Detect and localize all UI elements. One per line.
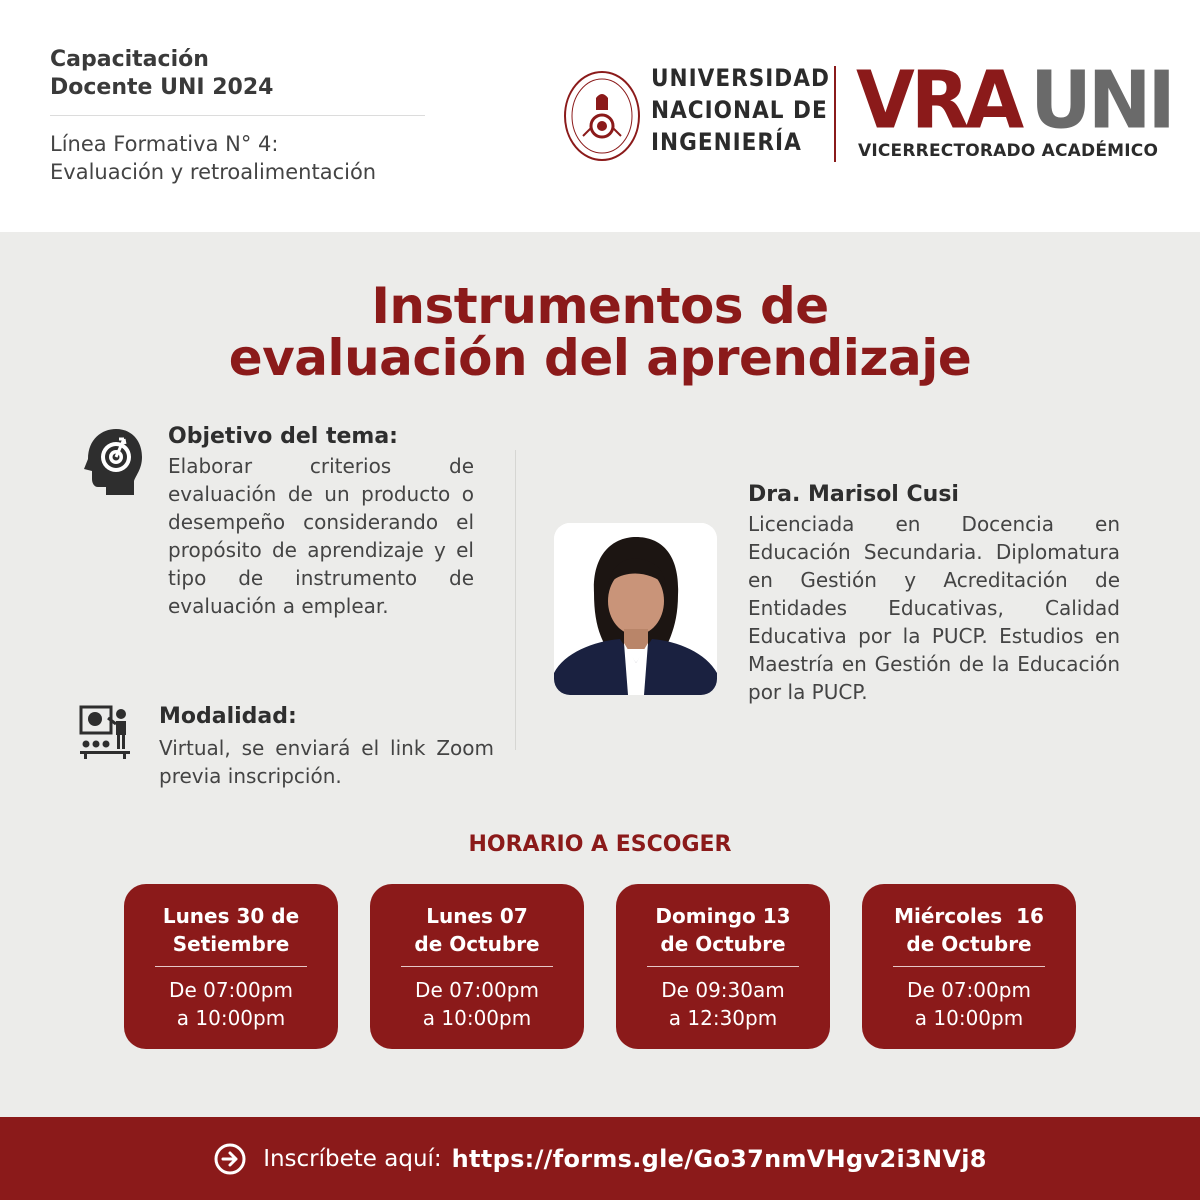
schedule-time [370,976,584,1032]
schedule-date-line1: Lunes 30 de [162,904,300,928]
schedule-time [616,976,830,1032]
program-title-line1: Capacitación [50,47,209,72]
schedule-date-line1: Domingo 13 [655,904,791,928]
line-formativa-line1: Línea Formativa N° 4: [50,132,279,156]
target-head-icon [78,425,144,497]
page-title [0,277,1200,387]
line-formativa-line2: Evaluación y retroalimentación [50,160,377,184]
uni-logo-text: UNI [1030,52,1172,147]
objective-body: Elaborar criterios de evaluación de un producto o desempeño considerando el propósito de aprendizaje y el tipo de instrumento de evaluación a emplear. [168,454,474,618]
vra-subtitle: VICERRECTORADO ACADÉMICO [858,141,1159,161]
schedule-time-line2: a 12:30pm [668,1006,778,1030]
page-title-line1: Instrumentos de [371,277,829,335]
card-divider [893,966,1045,967]
arrow-right-circle-icon [213,1142,247,1176]
card-divider [401,966,553,967]
register-label: Inscríbete aquí: [263,1145,442,1172]
speaker-photo [554,523,717,695]
university-seal-logo [563,70,641,162]
university-name-line3: INGENIERÍA [651,128,802,156]
speaker-name: Dra. Marisol Cusi [748,482,959,507]
university-name-line1: UNIVERSIDAD [651,64,830,92]
footer [0,1117,1200,1200]
schedule-date [370,902,584,958]
university-name [651,62,830,158]
header-divider [50,115,425,116]
schedule-option-3[interactable] [616,884,830,1049]
schedule-time-line1: De 07:00pm [415,978,539,1002]
register-link-bar[interactable] [0,1117,1200,1200]
speaker-bio: Licenciada en Docencia en Educación Secundaria. Diplomatura en Gestión y Acreditación de Entidades Educativas, Calidad Educativa por la PUCP. Estudios en Maestría en Gestión de la Educación por la PUCP. [748,512,1120,704]
column-divider [515,450,516,750]
header [0,0,1200,232]
schedule-date [616,902,830,958]
logo-separator [834,66,836,162]
schedule-option-4[interactable] [862,884,1076,1049]
vra-uni-logo [856,52,1172,147]
schedule-date [862,902,1076,958]
schedule-date-line2: de Octubre [414,932,540,956]
schedule-time [124,976,338,1032]
schedule-title: HORARIO A ESCOGER [468,832,732,857]
presentation-icon [78,704,132,760]
schedule-option-1[interactable] [124,884,338,1049]
vra-logo-text: VRA [856,52,1021,147]
modality-body: Virtual, se enviará el link Zoom previa inscripción. [159,736,494,788]
schedule-time [862,976,1076,1032]
schedule-time-line1: De 07:00pm [169,978,293,1002]
schedule-date-line2: de Octubre [906,932,1032,956]
university-name-line2: NACIONAL DE [651,96,828,124]
schedule-time-line2: a 10:00pm [176,1006,286,1030]
program-title-line2: Docente UNI 2024 [50,75,274,100]
modality-title: Modalidad: [159,704,297,729]
card-divider [155,966,307,967]
schedule-date-line1: Miércoles 16 [894,904,1044,928]
schedule-date-line2: Setiembre [172,932,290,956]
schedule-time-line1: De 09:30am [661,978,785,1002]
schedule-time-line2: a 10:00pm [422,1006,532,1030]
card-divider [647,966,799,967]
page-title-line2: evaluación del aprendizaje [228,329,972,387]
objective-title: Objetivo del tema: [168,424,398,449]
register-link[interactable]: https://forms.gle/Go37nmVHgv2i3NVj8 [451,1144,987,1173]
schedule-time-line2: a 10:00pm [914,1006,1024,1030]
schedule-time-line1: De 07:00pm [907,978,1031,1002]
program-title [50,46,430,102]
schedule-date [124,902,338,958]
line-formativa [50,130,470,186]
schedule-option-2[interactable] [370,884,584,1049]
schedule-date-line2: de Octubre [660,932,786,956]
schedule-date-line1: Lunes 07 [426,904,528,928]
